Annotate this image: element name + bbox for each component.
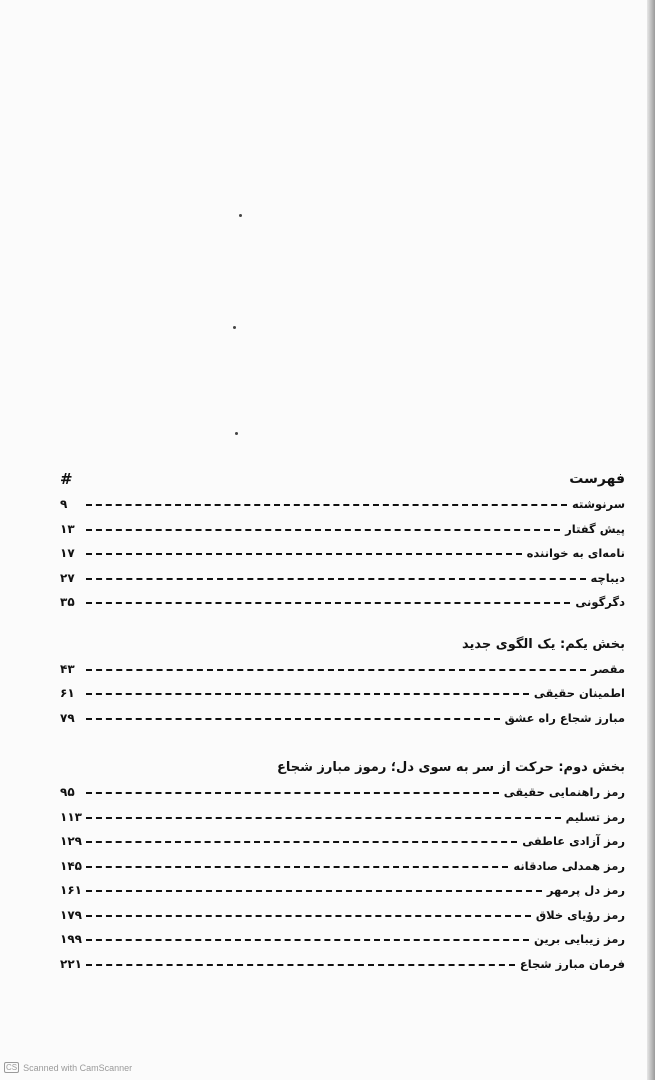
- toc-entry[interactable]: [60, 903, 625, 928]
- toc-entry-page: ۱۶۱: [60, 883, 82, 898]
- toc-entry[interactable]: [60, 878, 625, 903]
- toc-header: [60, 466, 625, 492]
- dotted-leader: [86, 939, 529, 941]
- toc-entry-label: رمز تسلیم: [565, 809, 625, 824]
- dotted-leader: [86, 792, 499, 794]
- toc-entry-label: رمز دل پرمهر: [546, 883, 625, 898]
- toc-entry-label: دیباچه: [590, 570, 625, 585]
- dotted-leader: [86, 578, 586, 580]
- toc-entry-label: سرنوشته: [572, 497, 625, 512]
- camscanner-logo-icon: CS: [6, 1063, 18, 1072]
- intro-entries: [60, 492, 625, 615]
- toc-entry-label: نامه‌ای به خواننده: [526, 546, 625, 561]
- toc-entry[interactable]: [60, 681, 625, 706]
- toc-entry[interactable]: [60, 706, 625, 731]
- toc-entry-label: مقصر: [591, 661, 625, 676]
- dotted-leader: [86, 866, 508, 868]
- toc-entry-page: ۱۲۹: [60, 834, 82, 849]
- toc-section-part-two: [60, 756, 625, 976]
- toc-entry[interactable]: [60, 805, 625, 830]
- toc-entry-page: ۶۱: [60, 686, 75, 701]
- section-title: بخش یکم: یک الگوی جدید: [462, 636, 625, 652]
- toc-entry[interactable]: [60, 566, 625, 591]
- toc-entry-label: پیش گفتار: [565, 521, 625, 536]
- toc-entry[interactable]: [60, 590, 625, 615]
- scan-speck: [235, 432, 238, 435]
- toc-entry[interactable]: [60, 927, 625, 952]
- toc-entry-page: ۲۲۱: [60, 956, 82, 971]
- toc-entry-page: ۲۷: [60, 570, 75, 585]
- toc-entry-page: ۱۳: [60, 521, 75, 536]
- toc-entry[interactable]: [60, 657, 625, 682]
- toc-entry-label: رمز آزادی عاطفی: [522, 834, 625, 849]
- dotted-leader: [86, 602, 570, 604]
- dotted-leader: [86, 553, 522, 555]
- toc-entry-page: ۱۱۳: [60, 809, 82, 824]
- toc-entry[interactable]: [60, 541, 625, 566]
- dotted-leader: [86, 915, 531, 917]
- toc-entry-label: رمز رؤیای خلاق: [535, 907, 625, 922]
- dotted-leader: [86, 669, 586, 671]
- page-column-header: #: [60, 470, 73, 488]
- section-title: بخش دوم: حرکت از سر به سوی دل؛ رموز مبارز شجاع: [276, 760, 625, 775]
- toc-entry-page: ۱۴۵: [60, 858, 82, 873]
- dotted-leader: [86, 529, 560, 531]
- toc-section-part-one: [60, 633, 625, 731]
- scan-speck: [233, 326, 236, 329]
- toc-entry-page: ۷۹: [60, 710, 75, 725]
- table-of-contents: [60, 466, 625, 976]
- scan-speck: [239, 214, 242, 217]
- camscanner-watermark: [4, 1062, 132, 1073]
- section-spacer: [60, 615, 625, 633]
- watermark-text: Scanned with CamScanner: [23, 1062, 133, 1073]
- toc-entry-page: ۹۵: [60, 785, 75, 800]
- toc-entry-label: اطمینان حقیقی: [533, 686, 625, 701]
- toc-entry[interactable]: [60, 952, 625, 977]
- toc-entry[interactable]: [60, 492, 625, 517]
- toc-entry[interactable]: [60, 780, 625, 805]
- toc-entry-page: ۱۷: [60, 546, 75, 561]
- toc-entry-page: ۱۷۹: [60, 907, 82, 922]
- toc-title: فهرست: [569, 471, 625, 487]
- toc-entry-page: ۴۳: [60, 661, 75, 676]
- toc-entry-label: فرمان مبارز شجاع: [519, 956, 625, 971]
- section-spacer: [60, 730, 625, 756]
- toc-entry-page: ۹: [60, 497, 68, 512]
- dotted-leader: [86, 718, 500, 720]
- dotted-leader: [86, 817, 561, 819]
- toc-entry[interactable]: [60, 517, 625, 542]
- toc-entry-label: دگرگونی: [575, 595, 625, 610]
- dotted-leader: [86, 693, 529, 695]
- dotted-leader: [86, 504, 567, 506]
- toc-entry-label: رمز همدلی صادقانه: [513, 858, 625, 873]
- toc-entry[interactable]: [60, 854, 625, 879]
- toc-entry-page: ۳۵: [60, 595, 75, 610]
- page-edge-shadow: [647, 0, 655, 1080]
- toc-entry-page: ۱۹۹: [60, 932, 82, 947]
- dotted-leader: [86, 890, 542, 892]
- toc-entry[interactable]: [60, 829, 625, 854]
- dotted-leader: [86, 964, 515, 966]
- toc-entry-label: رمز راهنمایی حقیقی: [503, 785, 625, 800]
- toc-entry-label: مبارز شجاع راه عشق: [504, 710, 625, 725]
- dotted-leader: [86, 841, 517, 843]
- toc-entry-label: رمز زیبایی برین: [534, 932, 625, 947]
